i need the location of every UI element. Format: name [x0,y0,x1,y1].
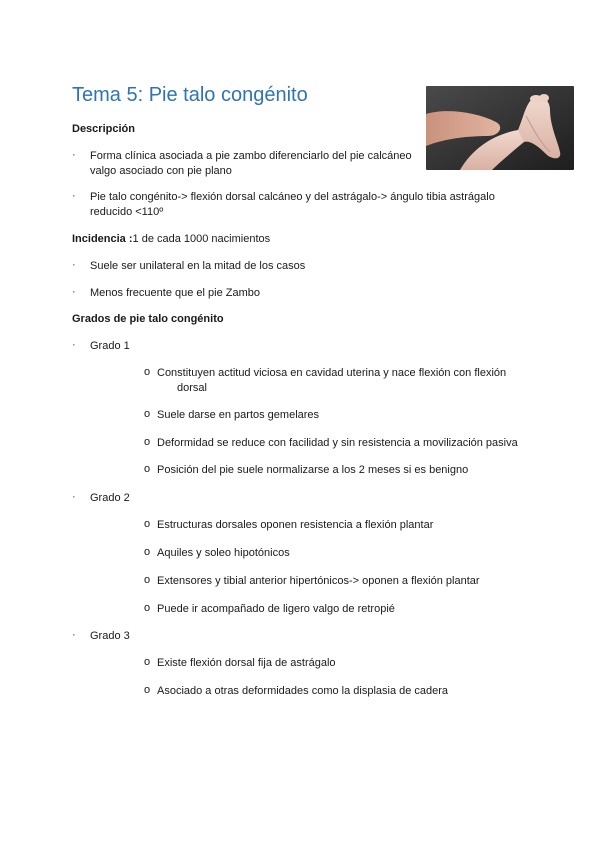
sub-bullet-icon: o [144,436,151,448]
sub-bullet-icon: o [144,546,151,558]
list-item-line: Forma clínica asociada a pie zambo diferenciarlo del pie calcáneo [90,150,412,162]
list-item [90,149,412,179]
sub-list-item: Aquiles y soleo hipotónicos [157,547,290,559]
sub-bullet-icon: o [144,366,151,378]
sub-list-item: Extensores y tibial anterior hipertónicos-> oponen a flexión plantar [157,575,480,587]
sub-bullet-icon: o [144,463,151,475]
sub-bullet-icon: o [144,602,151,614]
sub-list-item: Puede ir acompañado de ligero valgo de retropié [157,603,395,615]
grado-label: Grado 1 [90,340,130,352]
sub-bullet-icon: o [144,684,151,696]
sub-list-item: Deformidad se reduce con facilidad y sin resistencia a movilización pasiva [157,437,518,449]
list-item [90,190,495,220]
list-item-line: reducido <110º [90,206,164,218]
bullet-icon: · [72,629,76,641]
sub-bullet-icon: o [144,574,151,586]
grado-label: Grado 3 [90,630,130,642]
list-item: Suele ser unilateral en la mitad de los casos [90,260,306,272]
sub-list-item: Posición del pie suele normalizarse a los 2 meses si es benigno [157,464,469,476]
sub-bullet-icon: o [144,408,151,420]
sub-list-item [157,366,506,396]
incidencia-label: Incidencia : [72,233,133,245]
bullet-icon: · [72,149,76,161]
sub-list-item: Existe flexión dorsal fija de astrágalo [157,657,336,669]
bullet-icon: · [72,190,76,202]
sub-list-item-line: dorsal [177,382,207,394]
bullet-icon: · [72,286,76,298]
list-item: Menos frecuente que el pie Zambo [90,287,260,299]
bullet-icon: · [72,339,76,351]
incidencia-value: 1 de cada 1000 nacimientos [132,233,271,245]
foot-photo [426,86,574,170]
sub-list-item: Estructuras dorsales oponen resistencia a flexión plantar [157,519,434,531]
grado-label: Grado 2 [90,492,130,504]
section-heading-grados: Grados de pie talo congénito [72,313,224,325]
foot-photo-icon [426,86,574,170]
list-item-line: valgo asociado con pie plano [90,165,232,177]
sub-list-item: Asociado a otras deformidades como la displasia de cadera [157,685,449,697]
sub-list-item: Suele darse en partos gemelares [157,409,320,421]
sub-bullet-icon: o [144,656,151,668]
page-title: Tema 5: Pie talo congénito [72,84,308,106]
list-item-line: Pie talo congénito-> flexión dorsal calcáneo y del astrágalo-> ángulo tibia astrágalo [90,191,495,203]
sub-list-item-line: Constituyen actitud viciosa en cavidad uterina y nace flexión con flexión [157,367,507,379]
bullet-icon: · [72,259,76,271]
incidencia-line [72,232,270,247]
sub-bullet-icon: o [144,518,151,530]
section-heading-descripcion: Descripción [72,123,135,135]
bullet-icon: · [72,491,76,503]
